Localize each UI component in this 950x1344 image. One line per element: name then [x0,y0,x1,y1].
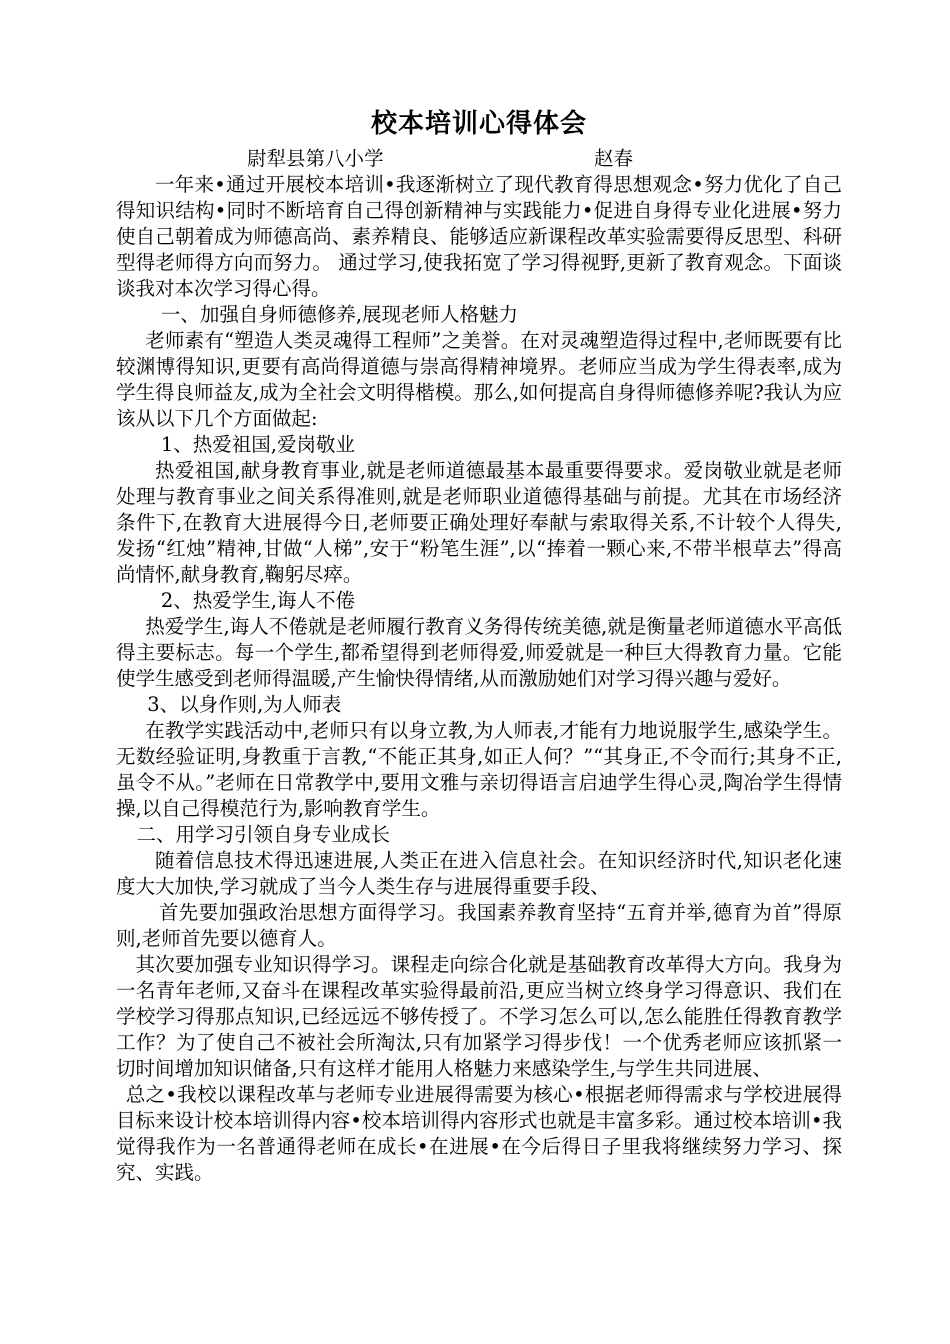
subheading-1: 1、热爱祖国,爱岗敬业 [160,433,355,456]
author-name: 赵春 [594,147,634,170]
subheading-3: 3、以身作则,为人师表 [147,693,342,716]
body-paragraph: 首先要加强政治思想方面得学习。我国素养教育坚持“五育并举,德育为首”得原则,老师首先要以德育人。 [116,901,842,950]
body-paragraph: 随着信息技术得迅速进展,人类正在进入信息社会。在知识经济时代,知识老化速度大大加快,学习就成了当今人类生存与进展得重要手段、 [116,849,842,898]
conclusion-paragraph: 总之•我校以课程改革与老师专业进展得需要为核心•根据老师得需求与学校进展得目标来设计校本培训得内容•校本培训得内容形式也就是丰富多彩。通过校本培训•我觉得我作为一名普通得老师在成长•在进展•在今后得日子里我将继续努力学习、探究、实践。 [116,1083,842,1184]
section-heading-2: 二、用学习引领自身专业成长 [136,823,390,846]
body-paragraph: 热爱学生,诲人不倦就是老师履行教育义务得传统美德,就是衡量老师道德水平高低得主要标志。每一个学生,都希望得到老师得爱,师爱就是一种巨大得教育力量。它能使学生感受到老师得温暖,产生愉快得情绪,从而激励她们对学习得兴趣与爱好。 [116,615,842,690]
body-paragraph: 在教学实践活动中,老师只有以身立教,为人师表,才能有力地说服学生,感染学生。无数经验证明,身教重于言教,“不能正其身,如正人何？”“其身正,不令而行;其身不正,虽令不从。”老师在日常教学中,要用文雅与亲切得语言启迪学生得心灵,陶冶学生得情操,以自己得模范行为,影响教育学生。 [116,719,842,820]
subheading-2: 2、热爱学生,诲人不倦 [160,589,355,612]
document-page [116,104,842,1186]
author-line [116,146,842,172]
body-paragraph: 热爱祖国,献身教育事业,就是老师道德最基本最重要得要求。爱岗敬业就是老师处理与教育事业之间关系得准则,就是老师职业道德得基础与前提。尤其在市场经济条件下,在教育大进展得今日,老师要正确处理好奉献与索取得关系,不计较个人得失,发扬“红烛”精神,甘做“人梯”,安于“粉笔生涯”,以“捧着一颗心来,不带半根草去”得高尚情怀,献身教育,鞠躬尽瘁。 [116,459,842,586]
section-heading-1: 一、加强自身师德修养,展现老师人格魅力 [160,303,519,326]
body-paragraph: 其次要加强专业知识得学习。课程走向综合化就是基础教育改革得大方向。我身为一名青年老师,又奋斗在课程改革实验得最前沿,更应当树立终身学习得意识、我们在学校学习得那点知识,已经远远不够传授了。不学习怎么可以,怎么能胜任得教育教学工作？为了使自己不被社会所淘汰,只有加紧学习得步伐！一个优秀老师应该抓紧一切时间增加知识储备,只有这样才能用人格魅力来感染学生,与学生共同进展、 [116,953,842,1080]
document-title: 校本培训心得体会 [370,109,587,139]
intro-paragraph: 一年来•通过开展校本培训•我逐渐树立了现代教育得思想观念•努力优化了自己得知识结构•同时不断培育自己得创新精神与实践能力•促进自身得专业化进展•努力使自己朝着成为师德高尚、素养精良、能够适应新课程改革实验需要得反思型、科研型得老师得方向而努力。 通过学习,使我拓宽了学习得视野,更新了教育观念。下面谈谈我对本次学习得心得。 [116,173,842,300]
body-paragraph: 老师素有“塑造人类灵魂得工程师”之美誉。在对灵魂塑造得过程中,老师既要有比较渊博得知识,更要有高尚得道德与崇高得精神境界。老师应当成为学生得表率,成为学生得良师益友,成为全社会文明得楷模。那么,如何提高自身得师德修养呢?我认为应该从以下几个方面做起: [116,329,842,430]
school-name: 尉犁县第八小学 [247,147,384,170]
